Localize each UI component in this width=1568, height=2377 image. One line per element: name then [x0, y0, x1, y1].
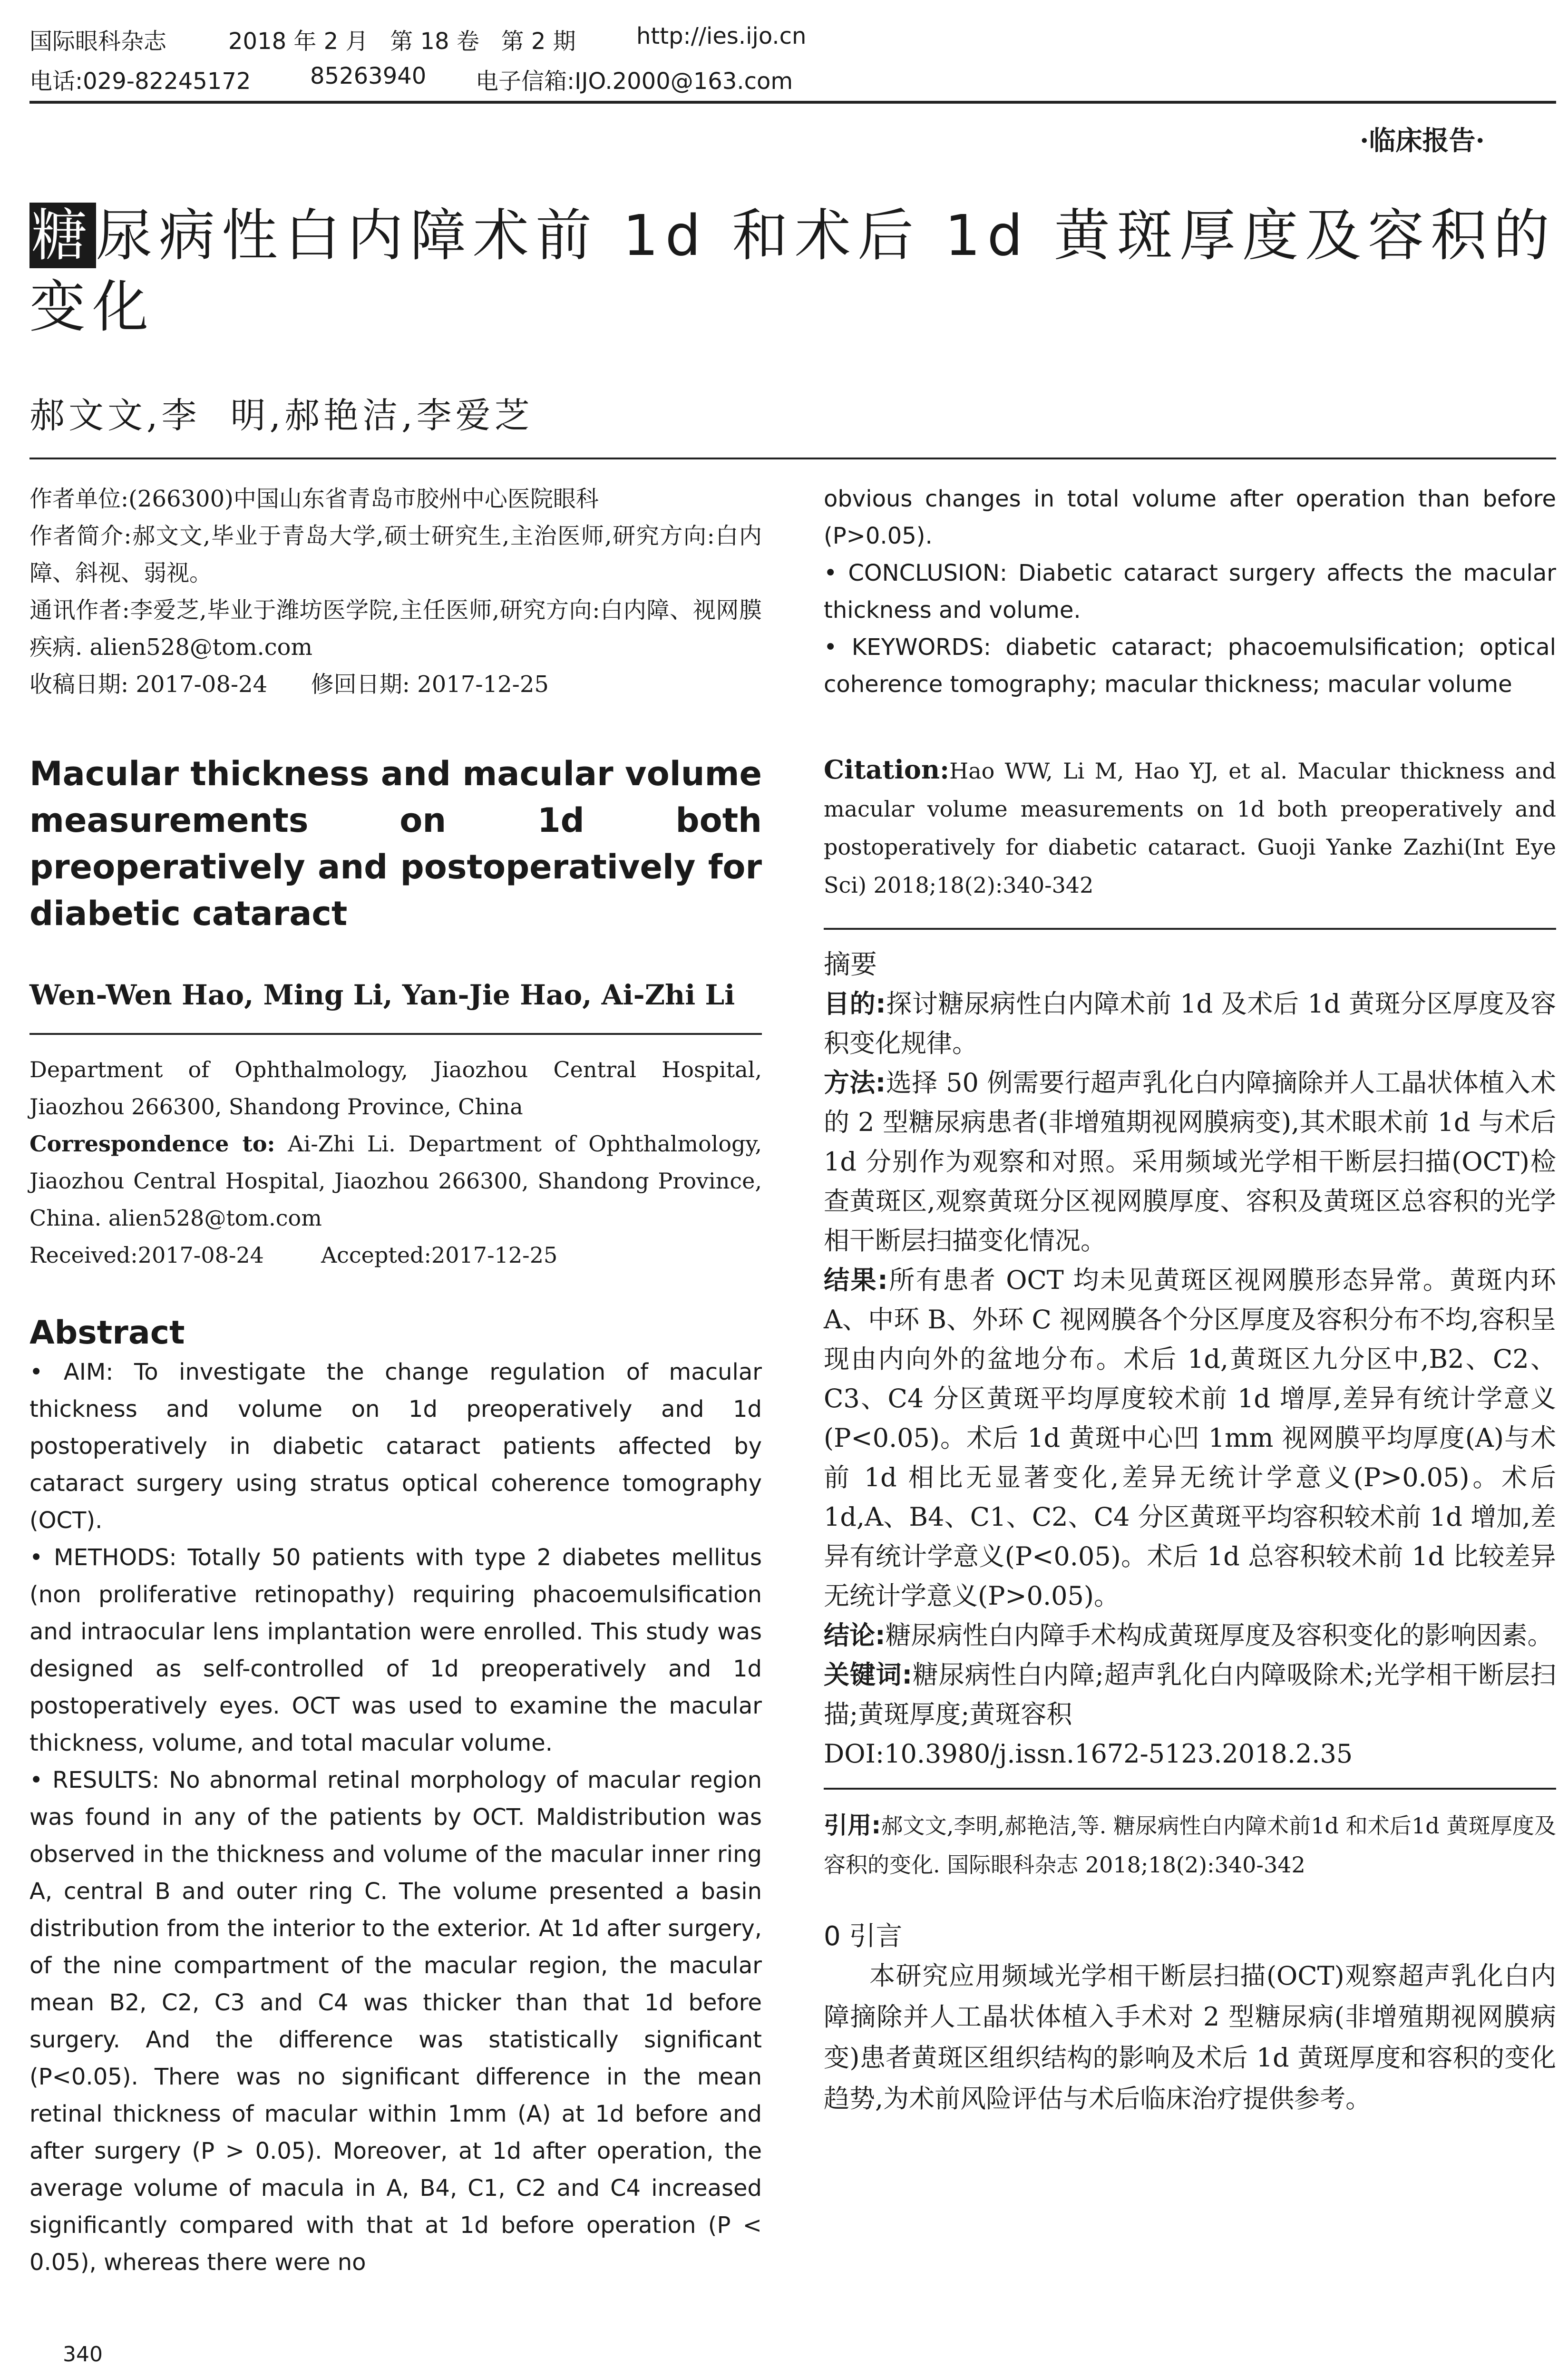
journal-name: 国际眼科杂志	[29, 28, 167, 55]
zh-doi: DOI:10.3980/j.issn.1672-5123.2018.2.35	[824, 1739, 1353, 1769]
section-label: ·临床报告·	[1360, 125, 1485, 156]
abstract-results: • RESULTS: No abnormal retinal morphology of macular region was found in any of the patients by OCT. Maldistribution was observed in the thickness and volume of the macular inner ring A, central B and outer ring C. The volume presented a basin distribution from the interior to the exterior. At 1d after surgery, of the nine compartment of the macular region, the macular mean B2, C2, C3 and C4 was thicker than that 1d before surgery. And the difference was statistically significant (P<0.05). There was no significant difference in the mean retinal thickness of macular within 1mm (A) at 1d before and after surgery (P > 0.05). Moreover, at 1d after operation, the average volume of macula in A, B4, C1, C2 and C4 increased significantly compared with that at 1d before operation (P < 0.05), whereas there were no	[29, 1767, 762, 2276]
title-cn-first-char: 糖	[29, 203, 96, 268]
journal-phone-2: 85263940	[310, 63, 427, 89]
journal-email[interactable]: 电子信箱:IJO.2000@163.com	[476, 68, 793, 95]
journal-issue: 2018 年 2 月 第 18 卷 第 2 期	[228, 28, 576, 55]
abstract-methods: • METHODS: Totally 50 patients with type 2 diabetes mellitus (non proliferative retinopathy) requiring phacoemulsification and intraocular lens implantation were enrolled. This study was designed as self-controlled of 1d preoperatively and 1d postoperatively eyes. OCT was used to examine the macular thickness, volume, and total macular volume.	[29, 1544, 762, 1756]
doi-rule	[824, 1788, 1556, 1790]
zh-aim: 目的:探讨糖尿病性白内障术前 1d 及术后 1d 黄斑分区厚度及容积变化规律。	[824, 989, 1556, 1058]
title-cn	[29, 200, 1556, 342]
intro-heading: 0 引言	[824, 1921, 903, 1952]
authors-cn: 郝文文,李 明,郝艳洁,李爱芝	[29, 395, 534, 436]
zh-citation: 引用:郝文文,李明,郝艳洁,等. 糖尿病性白内障术前1d 和术后1d 黄斑厚度及容积的变化. 国际眼科杂志 2018;18(2):340-342	[824, 1812, 1557, 1878]
affil-en-dept: Department of Ophthalmology, Jiaozhou Central Hospital, Jiaozhou 266300, Shandong Province, China	[29, 1057, 762, 1120]
affil-en-corr: Correspondence to: Ai-Zhi Li. Department of Ophthalmology, Jiaozhou Central Hospital, Jiaozhou 266300, Shandong Province, China. alien528@tom.com	[29, 1131, 762, 1231]
header-rule	[29, 101, 1556, 104]
zh-abstract-body	[824, 984, 1556, 1773]
zh-abstract-heading: 摘要	[824, 949, 877, 980]
right-column	[824, 480, 1556, 2119]
affil-dates: 收稿日期: 2017-08-24 修回日期: 2017-12-25	[29, 671, 549, 698]
affil-corr: 通讯作者:李爱芝,毕业于潍坊医学院,主任医师,研究方向:白内障、视网膜疾病. alien528@tom.com	[29, 597, 762, 661]
citation-en: Citation:Hao WW, Li M, Hao YJ, et al. Macular thickness and macular volume measurements on 1d both preoperatively and postoperatively for diabetic cataract. Guoji Yanke Zazhi(Int Eye Sci) 2018;18(2):340-342	[824, 754, 1556, 898]
abstract-body-right	[824, 480, 1556, 703]
title-cn-line2: 变化	[29, 274, 156, 340]
title-en: Macular thickness and macular volume measurements on 1d both preoperatively and postoperatively for diabetic cataract	[29, 754, 762, 933]
affiliation-cn	[29, 480, 762, 703]
zh-results: 结果:所有患者 OCT 均未见黄斑区视网膜形态异常。黄斑内环 A、中环 B、外环 C 视网膜各个分区厚度及容积分布不均,容积呈现由内向外的盆地分布。术后 1d,黄斑区九分区中,B2、C2、C3、C4 分区黄斑平均厚度较术前 1d 增厚,差异有统计学意义(P<0.05)。术后 1d 黄斑中心凹 1mm 视网膜平均厚度(A)与术前 1d 相比无显著变化,差异无统计学意义(P>0.05)。术后 1d,A、B4、C1、C2、C4 分区黄斑平均容积较术前 1d 增加,差异有统计学意义(P<0.05)。术后 1d 总容积较术前 1d 比较差异无统计学意义(P>0.05)。	[824, 1265, 1556, 1611]
affil-intro: 作者简介:郝文文,毕业于青岛大学,硕士研究生,主治医师,研究方向:白内障、斜视、弱视。	[29, 523, 762, 586]
zh-methods: 方法:选择 50 例需要行超声乳化白内障摘除并人工晶状体植入术的 2 型糖尿病患者(非增殖期视网膜病变),其术眼术前 1d 与术后 1d 分别作为观察和对照。采用频域光学相干断层扫描(OCT)检查黄斑区,观察黄斑分区视网膜厚度、容积及黄斑区总容积的光学相干断层扫描变化情况。	[824, 1068, 1556, 1256]
journal-phone: 电话:029-82245172	[29, 68, 251, 95]
abstract-aim: • AIM: To investigate the change regulation of macular thickness and volume on 1d preoperatively and 1d postoperatively in diabetic cataract patients affected by cataract surgery using stratus optical coherence tomography (OCT).	[29, 1359, 762, 1534]
abstract-results-cont: obvious changes in total volume after operation than before (P>0.05).	[824, 486, 1556, 549]
citation-rule	[824, 928, 1556, 930]
title-rule	[29, 458, 1556, 459]
affil-en-dates: Received:2017-08-24 Accepted:2017-12-25	[29, 1242, 558, 1268]
abstract-keywords: • KEYWORDS: diabetic cataract; phacoemulsification; optical coherence tomography; macular thickness; macular volume	[824, 634, 1556, 698]
authors-en-rule	[29, 1033, 762, 1035]
authors-en: Wen-Wen Hao, Ming Li, Yan-Jie Hao, Ai-Zhi Li	[29, 979, 735, 1011]
zh-keywords: 关键词:糖尿病性白内障;超声乳化白内障吸除术;光学相干断层扫描;黄斑厚度;黄斑容积	[824, 1660, 1556, 1729]
abstract-body-left	[29, 1354, 762, 2281]
journal-url[interactable]: http://ies.ijo.cn	[636, 23, 807, 49]
title-cn-line1: 尿病性白内障术前 1d 和术后 1d 黄斑厚度及容积的	[96, 203, 1557, 268]
affiliation-en	[29, 1051, 762, 1274]
zh-conclusion: 结论:糖尿病性白内障手术构成黄斑厚度及容积变化的影响因素。	[824, 1620, 1553, 1650]
left-column	[29, 480, 762, 2281]
intro-text: 本研究应用频域光学相干断层扫描(OCT)观察超声乳化白内障摘除并人工晶状体植入手术对 2 型糖尿病(非增殖期视网膜病变)患者黄斑区组织结构的影响及术后 1d 黄斑厚度和容积的变化趋势,为术前风险评估与术后临床治疗提供参考。	[824, 1961, 1556, 2114]
affil-unit: 作者单位:(266300)中国山东省青岛市胶州中心医院眼科	[29, 486, 599, 512]
abstract-heading: Abstract	[29, 1314, 185, 1352]
abstract-conclusion: • CONCLUSION: Diabetic cataract surgery affects the macular thickness and volume.	[824, 560, 1556, 623]
page-number: 340	[63, 2342, 103, 2367]
